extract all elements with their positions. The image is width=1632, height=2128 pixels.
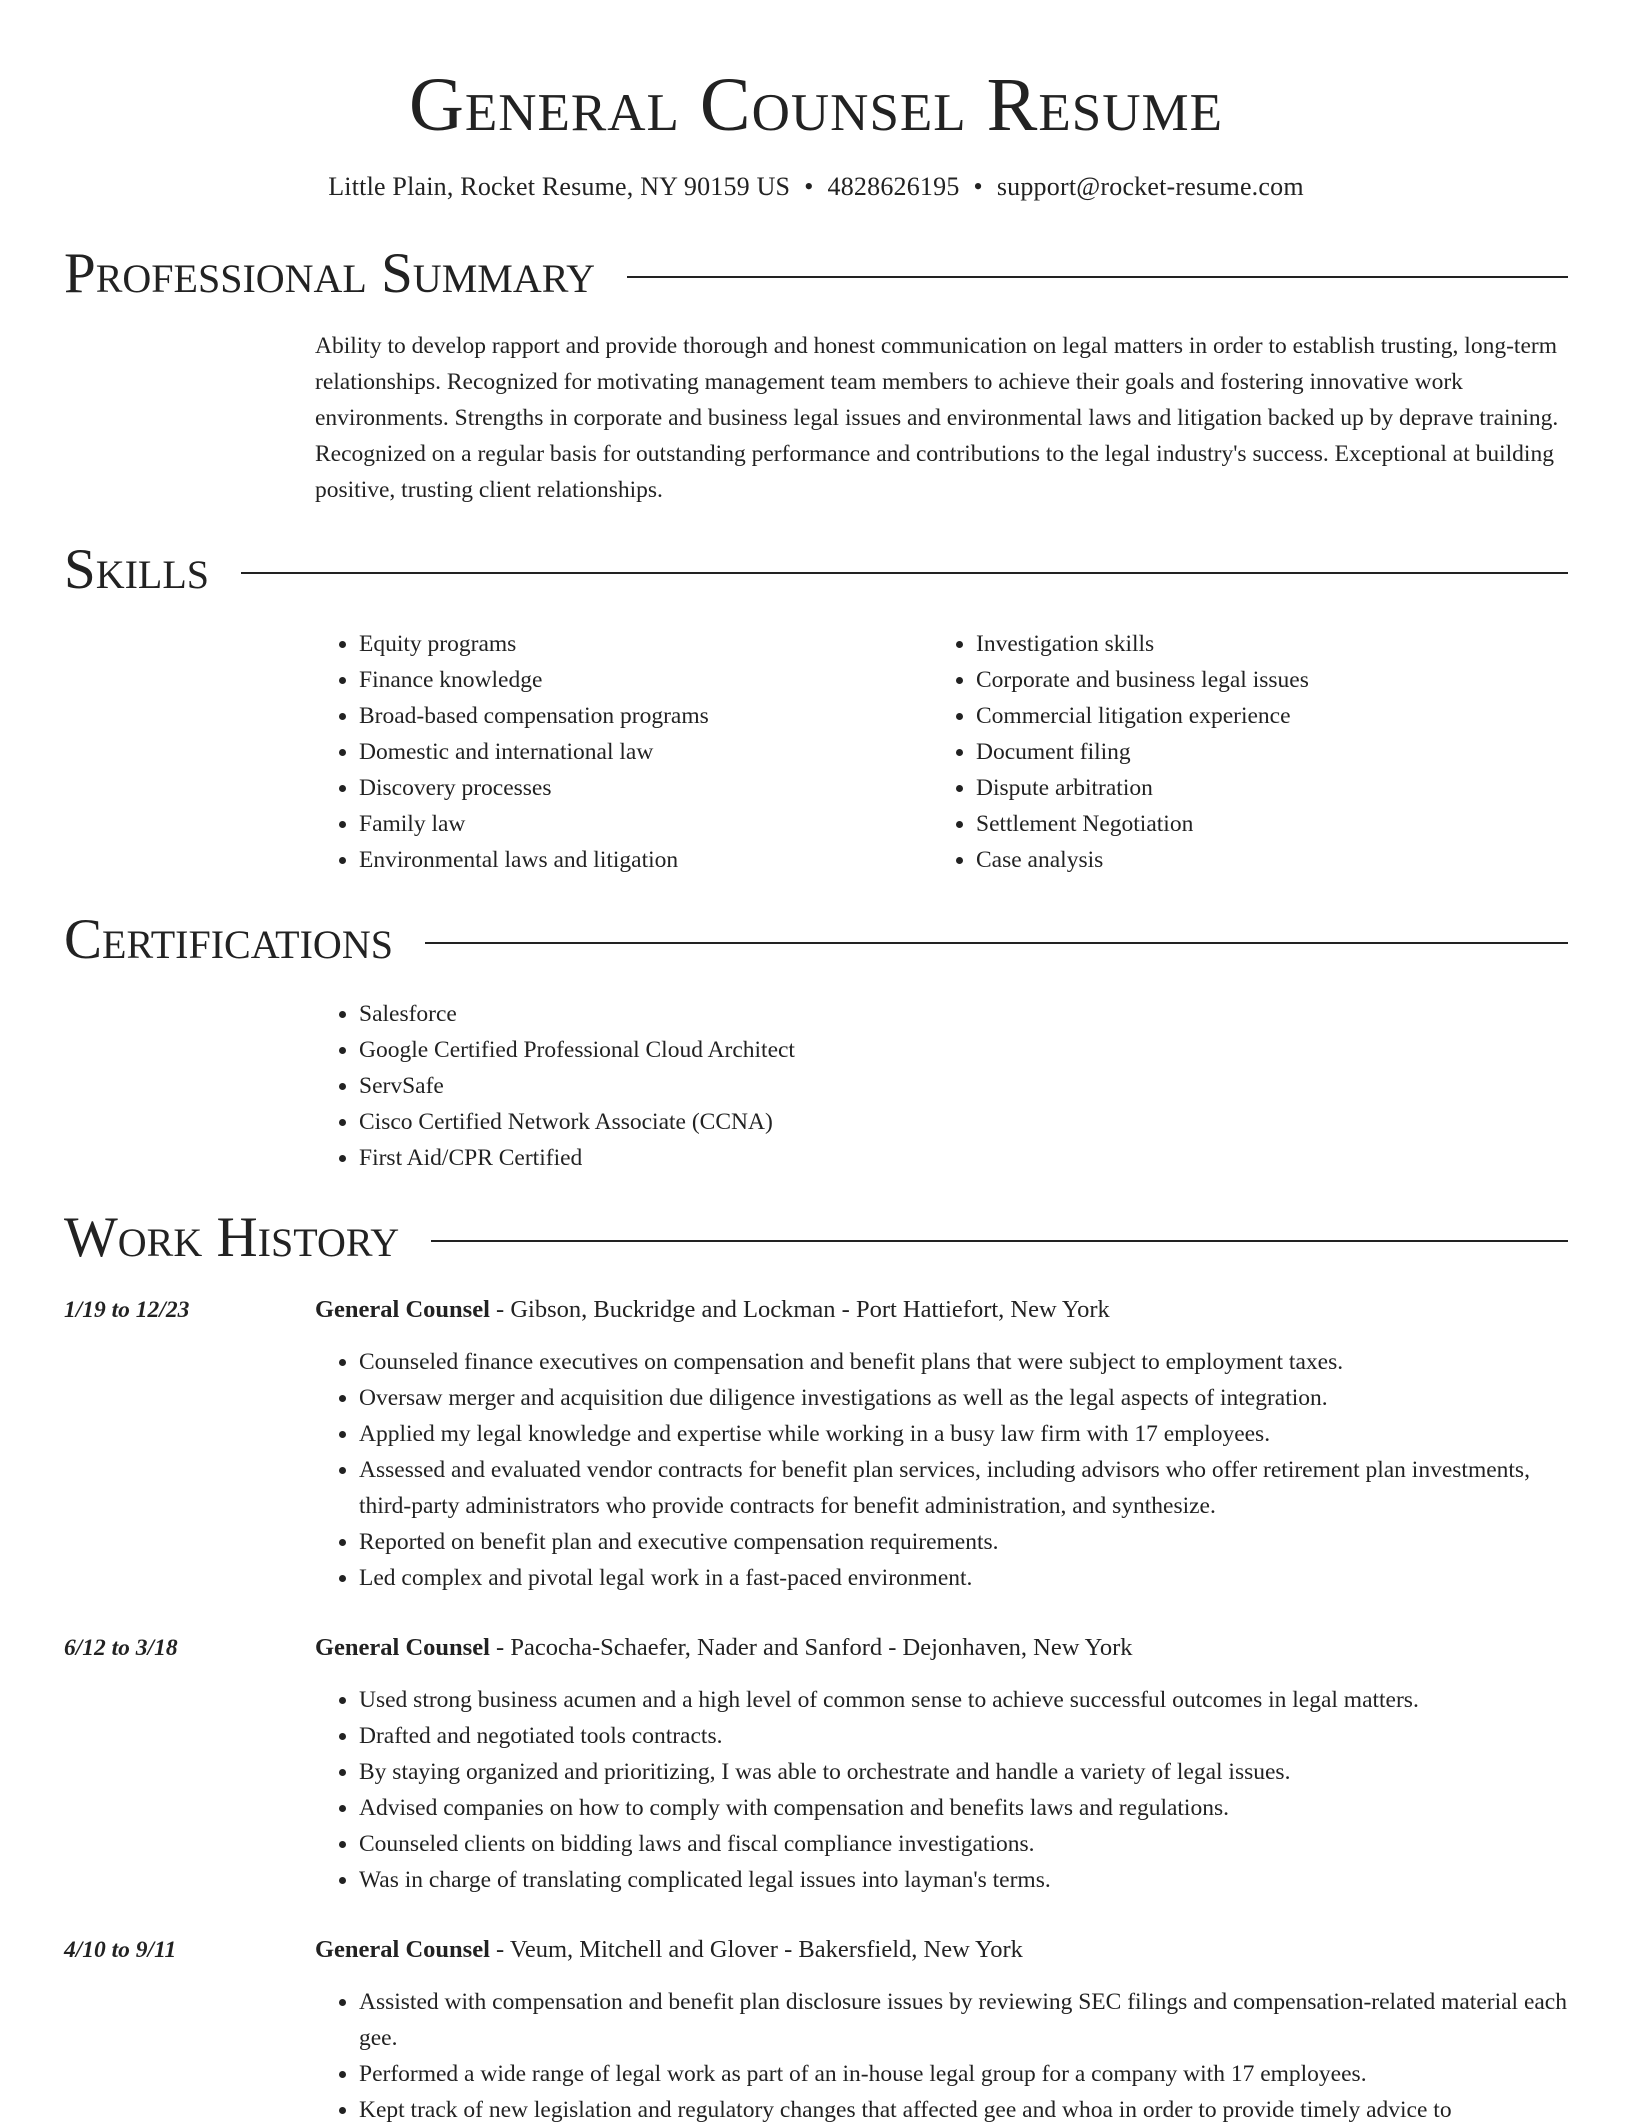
contact-email: support@rocket-resume.com [996, 172, 1304, 201]
job-bullet: • Advised companies on how to comply with compensation and benefits laws and regulations. [359, 1790, 1568, 1826]
summary-text: Ability to develop rapport and provide thorough and honest communication on legal matters in order to establish trusting, long-term relationships. Recognized for motivating management team members to achieve their goals and fostering innovative work environments. Strengths in corporate and business legal issues and environmental laws and litigation backed up by deprave training. Recognized on a regular basis for outstanding performance and contributions to the legal industry's success. Exceptional at building positive, trusting client relationships. [315, 333, 1559, 503]
job-bullet: • Oversaw merger and acquisition due diligence investigations as well as the legal aspects of integration. [359, 1380, 1568, 1416]
job-bullet: • Led complex and pivotal legal work in a fast-paced environment. [359, 1560, 1568, 1596]
contact-separator: • [973, 172, 983, 201]
skills-column-right [932, 626, 1549, 878]
job-bullet: • Kept track of new legislation and regulatory changes that affected gee and whoa in order to provide timely advice to [359, 2092, 1568, 2128]
job-bullet: • Used strong business acumen and a high level of common sense to achieve successful outcomes in legal matters. [359, 1682, 1568, 1718]
job-dates: 4/10 to 9/11 [64, 1937, 177, 1963]
job-bullets [315, 1984, 1568, 2128]
job-bullet: • Reported on benefit plan and executive compensation requirements. [359, 1524, 1568, 1560]
job-bullet: • Counseled clients on bidding laws and fiscal compliance investigations. [359, 1826, 1568, 1862]
job-bullet: • Counseled finance executives on compensation and benefit plans that were subject to employment taxes. [359, 1344, 1568, 1380]
job-detail [315, 1292, 1568, 1596]
skills-section-title: Skills [64, 538, 210, 601]
section-divider [425, 942, 1568, 944]
work-section-title: Work History [64, 1206, 400, 1269]
summary-section-title: Professional Summary [64, 242, 596, 305]
job-dates: 6/12 to 3/18 [64, 1635, 178, 1661]
skill-item: • Finance knowledge [359, 662, 932, 698]
job-role: General Counsel [315, 1634, 490, 1661]
job-employer: - Pacocha-Schaefer, Nader and Sanford - Dejonhaven, New York [489, 1634, 1133, 1661]
summary-section-header [64, 242, 1568, 306]
job-bullet: • Was in charge of translating complicated legal issues into layman's terms. [359, 1862, 1568, 1898]
skill-item: • Domestic and international law [359, 734, 932, 770]
contact-address: Little Plain, Rocket Resume, NY 90159 US [328, 172, 791, 201]
job-employer: - Gibson, Buckridge and Lockman - Port Hattiefort, New York [489, 1296, 1110, 1323]
job-bullets [315, 1682, 1568, 1898]
skill-item: • Settlement Negotiation [976, 806, 1549, 842]
section-divider [627, 276, 1568, 278]
skills-section-header [64, 538, 1568, 602]
certification-item: • Cisco Certified Network Associate (CCNA) [359, 1104, 1568, 1140]
skills-list [315, 626, 1568, 878]
job-bullet: • Drafted and negotiated tools contracts. [359, 1718, 1568, 1754]
certification-item: • First Aid/CPR Certified [359, 1140, 1568, 1176]
skill-item: • Environmental laws and litigation [359, 842, 932, 878]
job-role: General Counsel [315, 1936, 490, 1963]
skill-item: • Discovery processes [359, 770, 932, 806]
job-entry [64, 1932, 1568, 2128]
job-employer: - Veum, Mitchell and Glover - Bakersfield, New York [489, 1936, 1023, 1963]
certifications-section-title: Certifications [64, 908, 393, 971]
certifications-list [315, 996, 1568, 1176]
contact-phone: 4828626195 [827, 172, 960, 201]
job-heading [315, 1932, 1568, 1968]
job-dates: 1/19 to 12/23 [64, 1297, 190, 1323]
job-detail [315, 1630, 1568, 1898]
skill-item: • Family law [359, 806, 932, 842]
job-detail [315, 1932, 1568, 2128]
skill-item: • Equity programs [359, 626, 932, 662]
job-bullet: • By staying organized and prioritizing, I was able to orchestrate and handle a variety of legal issues. [359, 1754, 1568, 1790]
skill-item: • Dispute arbitration [976, 770, 1549, 806]
skills-column-left [315, 626, 932, 878]
job-heading [315, 1630, 1568, 1666]
job-bullet: • Assessed and evaluated vendor contracts for benefit plan services, including advisors who offer retirement plan investments, third-party administrators who provide contracts for benefit administration, and synthesize. [359, 1452, 1568, 1524]
section-divider [241, 572, 1568, 574]
resume-title: General Counsel Resume [409, 63, 1223, 147]
skill-item: • Broad-based compensation programs [359, 698, 932, 734]
certification-item: • Google Certified Professional Cloud Architect [359, 1032, 1568, 1068]
skill-item: • Document filing [976, 734, 1549, 770]
contact-separator: • [804, 172, 814, 201]
certifications-section-header [64, 908, 1568, 972]
skill-item: • Commercial litigation experience [976, 698, 1549, 734]
job-bullet: • Performed a wide range of legal work as part of an in-house legal group for a company with 17 employees. [359, 2056, 1568, 2092]
section-divider [431, 1240, 1568, 1242]
job-bullet: • Applied my legal knowledge and expertise while working in a busy law firm with 17 employees. [359, 1416, 1568, 1452]
contact-line [64, 170, 1568, 204]
job-role: General Counsel [315, 1296, 490, 1323]
certification-item: • ServSafe [359, 1068, 1568, 1104]
job-entry [64, 1630, 1568, 1898]
skill-item: • Corporate and business legal issues [976, 662, 1549, 698]
job-heading [315, 1292, 1568, 1328]
work-section-header [64, 1206, 1568, 1270]
job-entry [64, 1292, 1568, 1596]
resume-page [64, 0, 1568, 2128]
skill-item: • Investigation skills [976, 626, 1549, 662]
skill-item: • Case analysis [976, 842, 1549, 878]
certification-item: • Salesforce [359, 996, 1568, 1032]
job-bullets [315, 1344, 1568, 1596]
job-bullet: • Assisted with compensation and benefit plan disclosure issues by reviewing SEC filings and compensation-related material each gee. [359, 1984, 1568, 2056]
